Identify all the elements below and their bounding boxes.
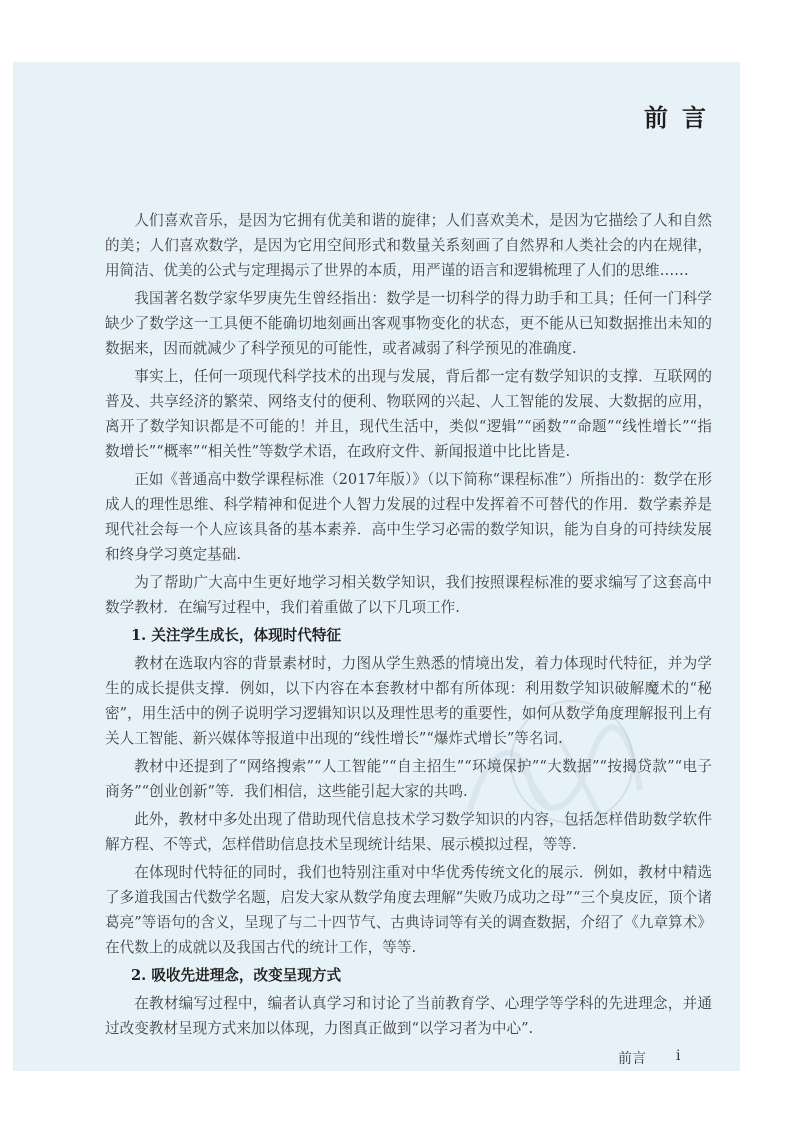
paragraph: 我国著名数学家华罗庚先生曾经指出：数学是一切科学的得力助手和工具；任何一门科学缺少了数学这一工具便不能确切地刻画出客观事物变化的状态，更不能从已知数据推出未知的数据来，因而就减少了科学预见的可能性，或者减弱了科学预见的准确度. [105, 290, 712, 357]
preface-body [105, 208, 712, 1044]
page-footer [600, 1048, 710, 1072]
section-heading: 2. 吸收先进理念，改变呈现方式 [131, 967, 342, 984]
paragraph: 此外，教材中多处出现了借助现代信息技术学习数学知识的内容，包括怎样借助数学软件解方程、不等式，怎样借助信息技术呈现统计结果、展示模拟过程，等等. [105, 811, 712, 853]
paragraph: 教材在选取内容的背景素材时，力图从学生熟悉的情境出发，着力体现时代特征，并为学生的成长提供支撑．例如，以下内容在本套教材中都有所体现：利用数学知识破解魔术的“秘密”，用生活中的例子说明学习逻辑知识以及理性思考的重要性，如何从数学角度理解报刊上有关人工智能、新兴媒体等报道中出现的“线性增长”“爆炸式增长”等名词. [105, 655, 712, 747]
paragraph: 正如《普通高中数学课程标准（2017年版）》（以下简称“课程标准”）所指出的：数学在形成人的理性思维、科学精神和促进个人智力发展的过程中发挥着不可替代的作用．数学素养是现代社会每一个人应该具备的基本素养．高中生学习必需的数学知识，能为自身的可持续发展和终身学习奠定基础. [105, 471, 712, 563]
page-number: i [676, 1048, 681, 1064]
paragraph: 人们喜欢音乐，是因为它拥有优美和谐的旋律；人们喜欢美术，是因为它描绘了人和自然的美；人们喜欢数学，是因为它用空间形式和数量关系刻画了自然界和人类社会的内在规律，用简洁、优美的公式与定理揭示了世界的本质，用严谨的语言和逻辑梳理了人们的思维…… [105, 212, 712, 279]
paragraph: 事实上，任何一项现代科学技术的出现与发展，背后都一定有数学知识的支撑．互联网的普及、共享经济的繁荣、网络支付的便利、物联网的兴起、人工智能的发展、大数据的应用，离开了数学知识都是不可能的！并且，现代生活中，类似“逻辑”“函数”“命题”“线性增长”“指数增长”“概率”“相关性”等数学术语，在政府文件、新闻报道中比比皆是. [105, 368, 712, 460]
paragraph: 在教材编写过程中，编者认真学习和讨论了当前教育学、心理学等学科的先进理念，并通过改变教材呈现方式来加以体现，力图真正做到“以学习者为中心”. [105, 995, 712, 1037]
footer-label: 前言 [618, 1051, 646, 1067]
paragraph: 教材中还提到了“网络搜索”“人工智能”“自主招生”“环境保护”“大数据”“按揭贷款”“电子商务”“创业创新”等．我们相信，这些能引起大家的共鸣. [105, 758, 712, 800]
paragraph: 为了帮助广大高中生更好地学习相关数学知识，我们按照课程标准的要求编写了这套高中数学教材．在编写过程中，我们着重做了以下几项工作. [105, 574, 712, 616]
page-title: 前言 [644, 103, 720, 132]
paragraph: 在体现时代特征的同时，我们也特别注重对中华优秀传统文化的展示．例如，教材中精选了多道我国古代数学名题，启发大家从数学角度去理解“失败乃成功之母”“三个臭皮匠，顶个诸葛亮”等语句的含义，呈现了与二十四节气、古典诗词等有关的调查数据，介绍了《九章算术》在代数上的成就以及我国古代的统计工作，等等. [105, 864, 712, 956]
section-heading: 1. 关注学生成长，体现时代特征 [131, 627, 342, 644]
